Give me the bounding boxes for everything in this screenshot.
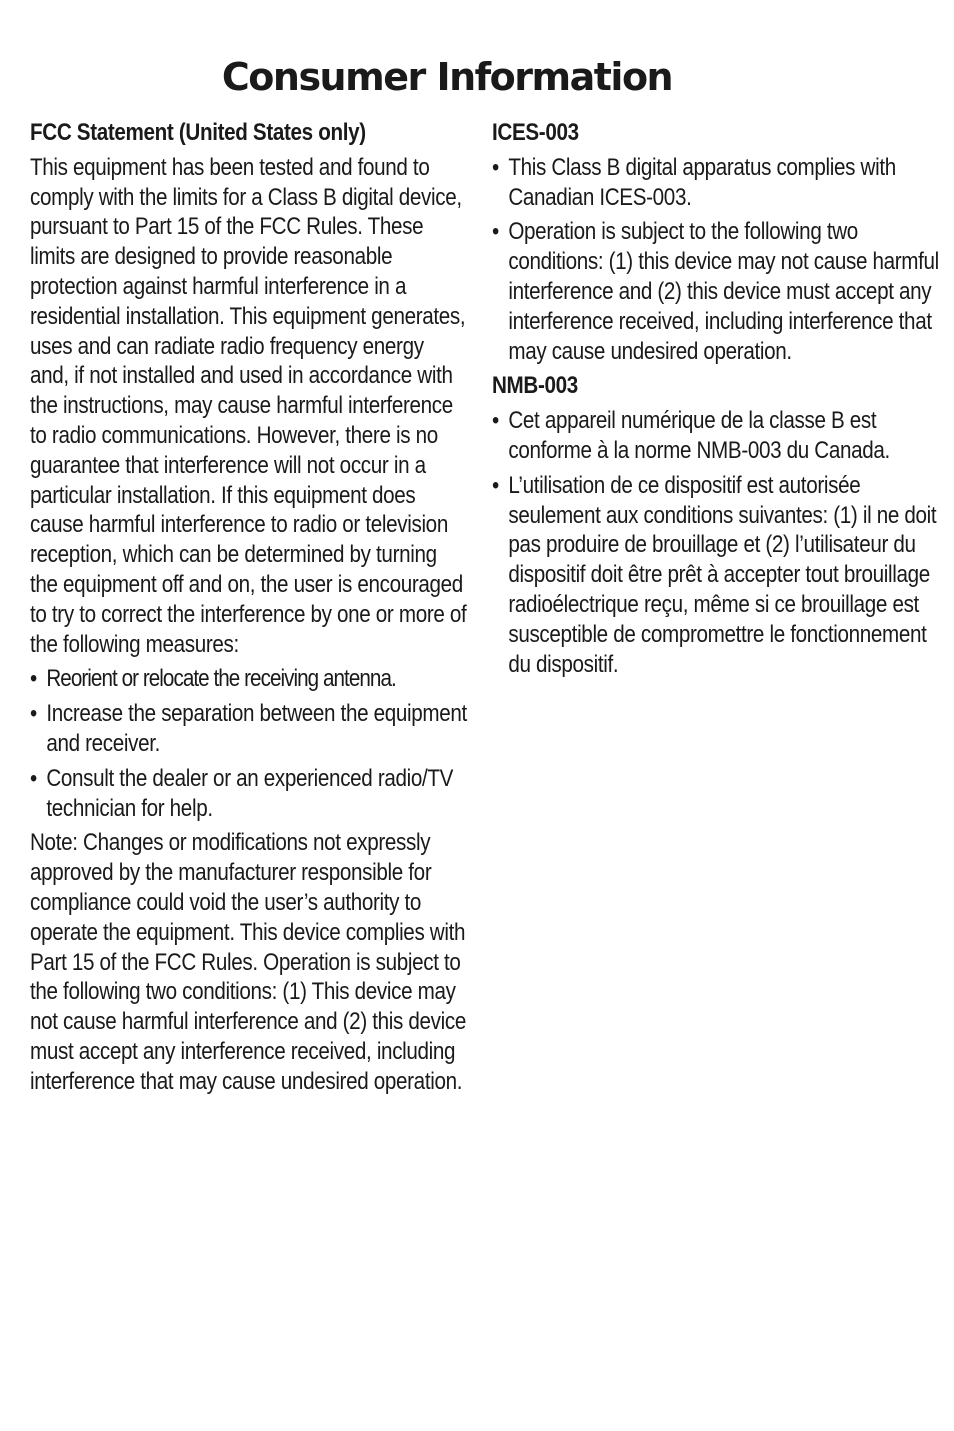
fcc-heading: FCC Statement (United States only)	[30, 119, 366, 146]
ices-heading: ICES-003	[492, 119, 579, 146]
bullet-icon: •	[30, 700, 37, 728]
list-item-text: Consult the dealer or an experienced radio/TV technician for help.	[46, 764, 454, 822]
bullet-icon: •	[492, 471, 499, 499]
bullet-icon: •	[30, 764, 37, 792]
list-item-text: L’utilisation de ce dispositif est autorisée seulement aux conditions suivantes: (1) il ne doit pas produire de brouillage et (2) l’utilisateur du dispositif doit être prêt à accepter tout brouillage radioélectrique reçu, même si ce brouillage est susceptible de compromettre le fonctionnement du dispositif.	[508, 471, 937, 678]
list-item	[492, 153, 947, 213]
list-item	[492, 471, 947, 680]
list-item	[492, 406, 947, 466]
nmb-list	[492, 406, 937, 679]
bullet-icon: •	[492, 218, 499, 246]
list-item	[30, 764, 483, 824]
canada-column	[492, 118, 939, 684]
fcc-note-paragraph: Note: Changes or modifications not expressly approved by the manufacturer responsible for compliance could void the user’s authority to operate the equipment. This device complies with Part 15 of the FCC Rules. Operation is subject to the following two conditions: (1) This device may not cause harmful interference and (2) this device must accept any interference received, including interference that may cause undesired operation.	[30, 829, 466, 1095]
list-item	[30, 699, 483, 759]
fcc-intro-paragraph: This equipment has been tested and found to comply with the limits for a Class B digital device, pursuant to Part 15 of the FCC Rules. These limits are designed to provide reasonable protection against harmful interference in a residential installation. This equipment generates, uses and can radiate radio frequency energy and, if not installed and used in accordance with the instructions, may cause harmful interference to radio communications. However, there is no guarantee that interference will not occur in a particular installation. If this equipment does cause harmful interference to radio or television reception, which can be determined by turning the equipment off and on, the user is encouraged to try to correct the interference by one or more of the following measures:	[30, 153, 467, 658]
list-item-text: Operation is subject to the following two conditions: (1) this device may not cause harmful interference and (2) this device must accept any interference received, including interference that may cause undesired operation.	[508, 218, 939, 365]
list-item-text: Increase the separation between the equipment and receiver.	[46, 700, 467, 757]
list-item-text: Reorient or relocate the receiving antenna.	[46, 665, 396, 693]
nmb-heading: NMB-003	[492, 372, 578, 400]
fcc-measures-list	[30, 664, 468, 823]
fcc-statement-column	[30, 118, 468, 1097]
list-item	[30, 664, 483, 694]
list-item	[492, 217, 947, 366]
page-title: Consumer Information	[221, 55, 673, 99]
bullet-icon: •	[492, 407, 499, 435]
bullet-icon: •	[30, 665, 37, 693]
bullet-icon: •	[492, 153, 499, 181]
ices-list	[492, 153, 939, 367]
list-item-text: Cet appareil numérique de la classe B est conforme à la norme NMB-003 du Canada.	[508, 407, 890, 464]
list-item-text: This Class B digital apparatus complies with Canadian ICES-003.	[508, 153, 896, 211]
